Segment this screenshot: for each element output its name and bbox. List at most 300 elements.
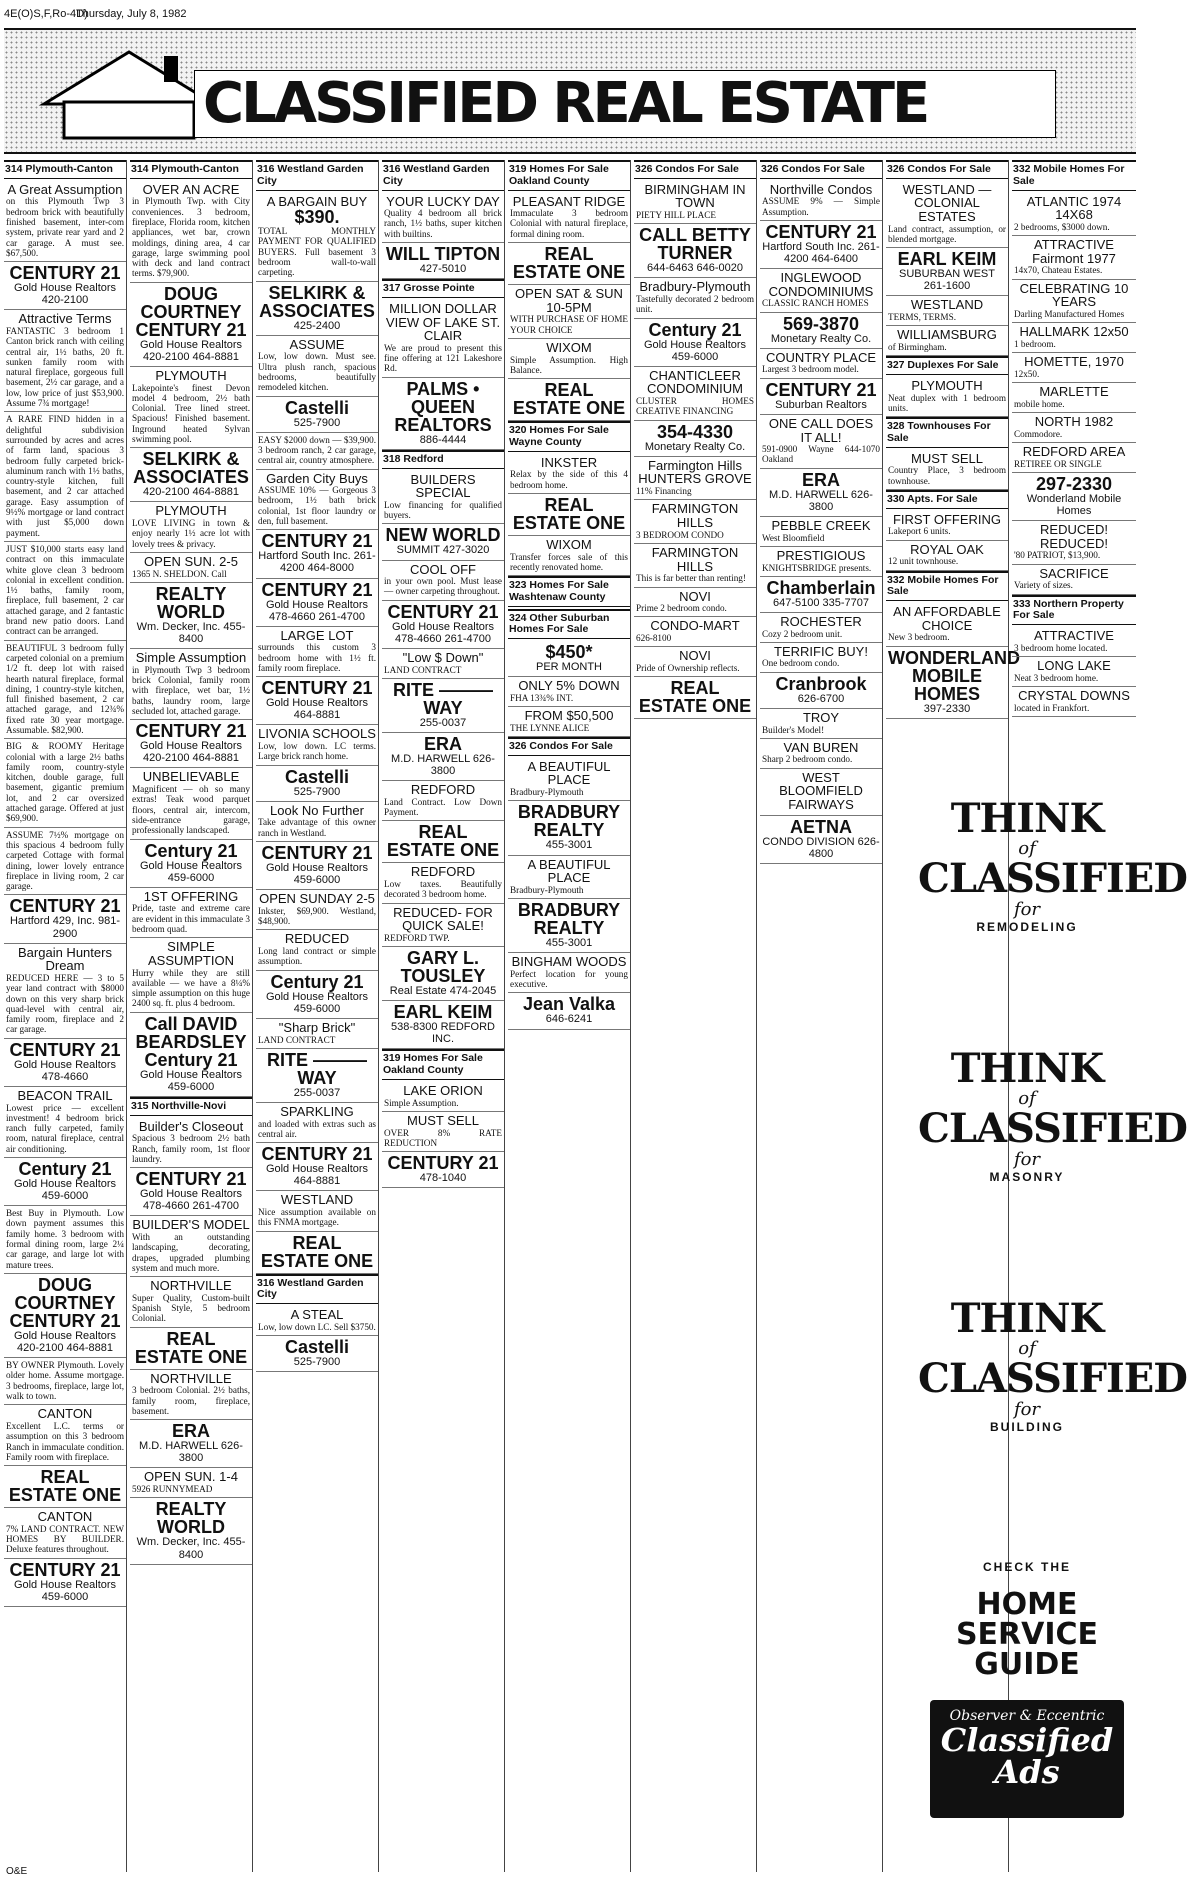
classified-ad: [508, 494, 630, 536]
classified-ad: [508, 801, 630, 855]
ad-body: JUST $10,000 starts easy land contract on this immaculate white glove clean 3 bedroom colonial in excellent condition. 1½ baths, family room, fireplace, full basement, 2 car attached garage, and 2 fantastic brand new patio doors. Land contract can be arranged.: [6, 543, 124, 637]
section-heading: 333 Northern Property For Sale: [1012, 595, 1136, 626]
ad-title: NORTHVILLE: [150, 1278, 232, 1294]
ad-advertiser: 569-3870: [782, 313, 860, 334]
ad-advertiser: CENTURY 21: [135, 1169, 247, 1190]
classified-ad: [382, 733, 504, 781]
ad-contact: 425-2400: [293, 319, 341, 332]
classified-ad: [634, 647, 756, 677]
classified-ad: [508, 856, 630, 900]
ad-title: PLYMOUTH: [155, 503, 227, 519]
classified-ad: [634, 224, 756, 278]
classified-ad: [760, 415, 882, 469]
ad-title: COUNTRY PLACE: [765, 349, 877, 365]
ad-title: VAN BUREN: [783, 739, 859, 755]
ad-advertiser: WONDERLAND MOBILE HOMES: [888, 647, 1020, 704]
classified-ad: [382, 1152, 504, 1188]
ad-advertiser: 297-2330: [1035, 473, 1113, 494]
ad-body: CLUSTER HOMES CREATIVE FINANCING: [636, 396, 754, 417]
classified-ad: [760, 769, 882, 816]
ad-contact: Gold House Realtors 459-6000: [139, 859, 243, 884]
ad-title: MUST SELL: [910, 450, 983, 466]
classified-ad: [256, 971, 378, 1019]
ad-body: Bradbury-Plymouth: [510, 884, 584, 895]
ad-body: Low, low down. LC terms. Large brick ranch home.: [258, 741, 376, 762]
dateline: Thursday, July 8, 1982: [76, 8, 187, 20]
ad-body: 3 bedroom Colonial. 2½ baths, family room, fireplace, basement.: [132, 1385, 250, 1416]
classified-column: [634, 160, 757, 1872]
ad-title: REDUCED! REDUCED!: [1040, 522, 1108, 551]
classified-ad: [4, 1039, 126, 1087]
ad-body: RETIREE OR SINGLE: [1014, 458, 1102, 469]
ad-body: Sharp 2 bedroom condo.: [762, 754, 853, 765]
ad-body: With an outstanding landscaping, decorating, drapes, upgraded plumbing system and much more.: [132, 1232, 250, 1273]
ad-title: CELEBRATING 10 YEARS: [1019, 280, 1129, 310]
ad-title: PLYMOUTH: [911, 378, 983, 394]
ad-contact: 647-5100 335-7707: [772, 596, 870, 609]
ad-contact: 525-7900: [293, 1355, 341, 1368]
page-folio: 4E(O)S,F,Ro-4D): [4, 8, 88, 20]
ad-body: Quality 4 bedroom all brick ranch, 1½ baths, super kitchen with builtins.: [384, 208, 502, 239]
classified-ad: [1012, 280, 1136, 324]
ad-advertiser: REALTY WORLD: [155, 1499, 227, 1538]
classified-ad: [4, 1206, 126, 1274]
ad-title: REDFORD: [410, 782, 476, 798]
ad-contact: Gold House Realtors 420-2100: [13, 282, 117, 307]
classified-column: [382, 160, 505, 1872]
ad-title: SPARKLING: [280, 1103, 354, 1119]
classified-ad: [256, 530, 378, 578]
ad-advertiser: DOUG COURTNEY CENTURY 21: [9, 1274, 121, 1331]
ad-title: INKSTER: [540, 454, 598, 470]
ad-body: Perfect location for young executive.: [510, 968, 628, 990]
ad-body: BY OWNER Plymouth. Lovely older home. Assume mortgage. 3 bedrooms, fireplace, large lot, walk to town.: [6, 1360, 124, 1402]
ad-body: in your own pool. Must lease — owner carpeting throughout.: [384, 576, 502, 597]
ad-title: WEST BLOOMFIELD FAIRWAYS: [779, 769, 863, 813]
ad-contact: Hartford South Inc. 261-4200 464-8000: [258, 550, 376, 575]
column-heading: 319 Homes For Sale Oakland County: [508, 160, 630, 191]
ad-body: Variety of sizes.: [1014, 580, 1073, 591]
classified-ad: [256, 282, 378, 336]
ad-contact: Gold House Realtors 464-8881: [265, 1163, 369, 1188]
classified-ad: [508, 899, 630, 953]
ad-title: Farmington Hills HUNTERS GROVE: [638, 457, 752, 487]
ad-body: on this Plymouth Twp 3 bedroom brick with beautifully finished basement, inter-com system, private rear yard and 2 car garage. A must see. $67,500.: [6, 196, 124, 258]
ad-body: Prime 2 bedroom condo.: [636, 603, 727, 614]
ad-advertiser: REAL ESTATE ONE: [512, 380, 626, 419]
classified-ad: [256, 725, 378, 765]
classified-ad: [508, 536, 630, 576]
section-heading: 320 Homes For Sale Wayne County: [508, 421, 630, 452]
masthead-title: CLASSIFIED REAL ESTATE: [194, 70, 1056, 138]
ad-advertiser: BRADBURY REALTY: [517, 900, 621, 939]
classified-ad: [634, 319, 756, 367]
ad-title: NOVI: [679, 648, 711, 664]
classified-ad: [4, 641, 126, 740]
ad-advertiser: REAL ESTATE ONE: [638, 678, 752, 717]
ad-body: Tastefully decorated 2 bedroom unit.: [636, 294, 754, 315]
classified-ad: [130, 1168, 252, 1216]
ad-advertiser: Call DAVID BEARDSLEY Century 21: [135, 1013, 247, 1070]
ad-title: Simple Assumption: [135, 650, 247, 666]
ad-body: Low taxes. Beautifully decorated 3 bedroom home.: [384, 879, 502, 900]
ad-body: ASSUME 9% — Simple Assumption.: [762, 196, 880, 217]
ad-body: Lakeport 6 units.: [888, 526, 951, 537]
ad-contact: Wonderland Mobile Homes: [1026, 492, 1122, 518]
column-heading: 332 Mobile Homes For Sale: [1012, 160, 1136, 191]
classified-ad: [1012, 473, 1136, 521]
classified-ad: [130, 1498, 252, 1564]
classified-ad: [130, 1277, 252, 1328]
classified-ad: [1012, 353, 1136, 383]
column-heading: 314 Plymouth-Canton: [130, 160, 252, 179]
column-heading: 316 Westland Garden City: [382, 160, 504, 191]
of-label: of: [1018, 838, 1036, 859]
classified-ad: [634, 457, 756, 501]
classified-ad: [256, 930, 378, 970]
ad-body: Inkster, $69,900. Westland, $48,900.: [258, 905, 376, 927]
ad-advertiser: AETNA: [790, 816, 852, 837]
ad-title: A BARGAIN BUY: [266, 193, 368, 209]
for-label: for: [1013, 899, 1041, 920]
ad-contact: Gold House Realtors 464-8881: [265, 697, 369, 722]
ad-body: Best Buy in Plymouth. Low down payment assumes this family home. 3 bedroom with formal dining room, large 2¼ car garage, and large lot with mature trees.: [6, 1208, 124, 1270]
ad-contact: 420-2100 464-8881: [142, 486, 240, 499]
classified-ad: [256, 1049, 378, 1103]
classified-ad: [508, 285, 630, 339]
think-classified-ad: [918, 1295, 1187, 1434]
ad-body: in Plymouth Twp. with City conveniences. 3 bedroom, fireplace, Florida room, kitchen appliances, wet bar, crown moldings, dining area, 4 car garage, large swimming pool with deck and land contract terms. $79,900.: [132, 196, 250, 279]
ad-title: NORTHVILLE: [150, 1370, 232, 1386]
classified-ad: [130, 367, 252, 448]
ad-body: 2 bedrooms, $3000 down.: [1014, 221, 1110, 232]
classified-ad: [130, 502, 252, 553]
classified-ad: [634, 278, 756, 318]
classified-ad: [760, 673, 882, 709]
ad-body: Neat duplex with 1 bedroom units.: [888, 392, 1006, 414]
ad-title: Bargain Hunters Dream: [18, 944, 112, 974]
classified-ad: [4, 1087, 126, 1158]
ad-contact: Gold House Realtors 459-6000: [265, 862, 369, 887]
ad-body: LAND CONTRACT: [258, 1034, 336, 1045]
ad-contact: 455-3001: [545, 839, 593, 852]
classified-ad: [382, 904, 504, 948]
ad-body: LAND CONTRACT: [384, 664, 462, 675]
oe-label: Observer & Eccentric: [949, 1708, 1105, 1724]
ad-advertiser: REAL ESTATE ONE: [386, 822, 500, 861]
ad-title: MUST SELL: [406, 1112, 479, 1128]
ad-title: A BEAUTIFUL PLACE: [527, 856, 611, 886]
ad-advertiser: CENTURY 21: [261, 678, 373, 699]
ad-contact: 478-1040: [419, 1172, 467, 1185]
classified-column: [256, 160, 379, 1872]
classified-ad: [508, 454, 630, 494]
classified-ad: [1012, 657, 1136, 687]
ad-title: A STEAL: [290, 1307, 344, 1323]
ad-body: PIETY HILL PLACE: [636, 210, 716, 221]
classified-ad: [508, 243, 630, 285]
ad-body: 14x70, Chateau Estates.: [1014, 265, 1103, 276]
ad-title: BIRMINGHAM IN TOWN: [644, 181, 746, 211]
ad-advertiser: CENTURY 21: [261, 1144, 373, 1165]
ad-advertiser: Century 21: [18, 1159, 112, 1179]
ad-contact: Gold House Realtors 478-4660 261-4700: [391, 620, 495, 645]
classified-ad: [382, 781, 504, 821]
ad-title: MILLION DOLLAR VIEW OF LAKE ST. CLAIR: [385, 300, 501, 344]
ad-title: UNBELIEVABLE: [142, 769, 240, 785]
classified-ad: [130, 1013, 252, 1097]
ad-title: Builder's Closeout: [138, 1118, 244, 1134]
ad-body: Take advantage of this owner ranch in Westland.: [258, 817, 376, 838]
section-heading: 317 Grosse Pointe: [382, 279, 504, 298]
ad-body: We are proud to present this fine offering at 121 Lakeshore Rd.: [384, 342, 502, 374]
ad-title: FARMINGTON HILLS: [651, 501, 739, 531]
ad-contact: 455-3001: [545, 937, 593, 950]
ad-title: COOL OFF: [410, 561, 476, 577]
ad-title: WESTLAND: [280, 1192, 354, 1208]
classified-ad: [130, 840, 252, 888]
classified-ad: [4, 1559, 126, 1607]
classified-ad: [256, 193, 378, 282]
classified-ad: [4, 1405, 126, 1466]
ad-title: Look No Further: [270, 802, 364, 818]
ad-title: ROYAL OAK: [910, 541, 984, 557]
classified-ad: [886, 326, 1008, 356]
classified-ad: [4, 944, 126, 1039]
classified-ad: [256, 766, 378, 802]
classified-ad: [382, 378, 504, 450]
ad-title: WESTLAND: [910, 297, 984, 313]
ad-title: SIMPLE ASSUMPTION: [148, 939, 234, 968]
ad-advertiser: CENTURY 21: [765, 221, 877, 242]
column-heading: 326 Condos For Sale: [886, 160, 1008, 179]
ad-title: NOVI: [679, 588, 711, 604]
ad-title: ONE CALL DOES IT ALL!: [768, 415, 874, 445]
section-heading: 319 Homes For Sale Oakland County: [382, 1049, 504, 1080]
ad-title: CANTON: [37, 1406, 93, 1422]
ad-body: REDFORD TWP.: [384, 932, 450, 943]
ad-advertiser: Century 21: [144, 840, 238, 861]
ad-body: 1365 N. SHELDON. Call: [132, 568, 227, 579]
classified-ad: [1012, 413, 1136, 443]
ad-title: ROCHESTER: [780, 613, 862, 629]
section-heading: 315 Northville-Novi: [130, 1097, 252, 1116]
classified-ad: [130, 649, 252, 720]
ad-title: PEBBLE CREEK: [771, 517, 871, 533]
classified-ad: [382, 471, 504, 525]
ad-body: New 3 bedroom.: [888, 632, 950, 643]
classified-ad: [4, 1158, 126, 1206]
classified-ad: [382, 601, 504, 649]
classified-ad: [256, 433, 378, 470]
ad-advertiser: $450*: [545, 642, 593, 663]
section-heading: 328 Townhouses For Sale: [886, 417, 1008, 448]
ad-body: EASY $2000 down — $39,900. 3 bedroom ranch, 2 car garage, central air, country atmosphere.: [258, 434, 376, 466]
section-heading: 316 Westland Garden City: [256, 1274, 378, 1305]
ad-contact: SUMMIT 427-3020: [396, 544, 490, 557]
ad-advertiser: Cranbrook: [775, 673, 867, 694]
ad-advertiser: ERA: [801, 469, 840, 490]
section-heading: 330 Apts. For Sale: [886, 490, 1008, 509]
ad-body: OVER 8% RATE REDUCTION: [384, 1127, 502, 1148]
ad-title: SACRIFICE: [1039, 565, 1109, 581]
section-heading: 327 Duplexes For Sale: [886, 356, 1008, 375]
ad-body: THE LYNNE ALICE: [510, 722, 590, 733]
classified-ad: [886, 647, 1020, 719]
ad-title: MARLETTE: [1039, 384, 1109, 400]
ad-title: A BEAUTIFUL PLACE: [527, 758, 611, 788]
classified-ad: [256, 1336, 378, 1372]
classified-ad: [382, 193, 504, 244]
classified-label: CLASSIFIED: [918, 855, 1187, 902]
ad-contact: M.D. HARWELL 626-3800: [391, 752, 495, 778]
classified-column: [4, 160, 127, 1872]
ad-title: WIXOM: [546, 536, 592, 552]
ad-title: Bradbury-Plymouth: [639, 279, 751, 295]
ad-body: 11% Financing: [636, 486, 692, 497]
classified-ad: [382, 649, 504, 679]
ad-title: TERRIFIC BUY!: [774, 643, 868, 659]
classified-ad: [130, 553, 252, 583]
ad-body: 626-8100: [636, 633, 672, 644]
classified-ad: [760, 709, 882, 739]
classified-ad: [1012, 443, 1136, 473]
ad-body: Low, low down LC. Sell $3750.: [258, 1321, 376, 1332]
ad-title: ATTRACTIVE Fairmont 1977: [1032, 237, 1116, 266]
classified-ad: [4, 828, 126, 896]
ad-title: CANTON: [37, 1509, 93, 1525]
ad-body: Relax by the side of this 4 bedroom home.: [510, 469, 628, 490]
ad-body: Bradbury-Plymouth: [510, 787, 584, 798]
ad-body: Lakepointe's finest Devon model 4 bedroom, 2½ bath Colonial. Tree lined street. Spacious! Finished basement. Inground heated Sylvan swimming pool.: [132, 382, 250, 445]
ad-advertiser: RITE ——— WAY: [392, 679, 493, 718]
ad-title: REDUCED: [284, 931, 350, 947]
classified-ad: [130, 181, 252, 283]
ad-title: LIVONIA SCHOOLS: [258, 726, 376, 742]
section-heading: 318 Redford: [382, 450, 504, 469]
classified-ad: [130, 1328, 252, 1370]
ad-title: NORTH 1982: [1034, 414, 1114, 430]
ad-title: ATLANTIC 1974 14X68: [1026, 193, 1122, 223]
topic-label: REMODELING: [976, 920, 1078, 934]
ad-body: FANTASTIC 3 bedroom 1 Canton brick ranch with ceiling central air, 1½ baths, 20 ft. sunken family room with natural fireplace, gorgeous full basement, 2½ car garage, and a low, low price of just $53,900. Assume 7¾ mortgage!: [6, 326, 124, 409]
classified-ad: [1012, 193, 1136, 237]
ad-body: Largest 3 bedroom model.: [762, 364, 859, 375]
ad-contact: Gold House Realtors 459-6000: [13, 1578, 117, 1603]
ad-body: Super Quality, Custom-built Spanish Style, 5 bedroom Colonial.: [132, 1292, 250, 1324]
ad-advertiser: DOUG COURTNEY CENTURY 21: [135, 283, 247, 340]
classified-ad: [256, 890, 378, 930]
ad-title: A Great Assumption: [7, 181, 123, 197]
classified-ad: [382, 243, 504, 279]
classified-ad: [886, 377, 1008, 417]
ad-contact: Monetary Realty Co.: [770, 332, 872, 345]
classified-label: CLASSIFIED: [918, 1105, 1187, 1152]
ad-body: Hurry while they are still available — we have a 8¼% simple assumption on this huge 2400 sq. ft. plus 4 bedroom.: [132, 967, 250, 1009]
ad-body: Pride of Ownership reflects.: [636, 663, 740, 674]
ad-body: Low, low down. Must see. Ultra plush ranch, spacious bedrooms, beautifully remodeled kitchen.: [258, 351, 376, 393]
ad-advertiser: REAL ESTATE ONE: [512, 494, 626, 533]
classified-ad: [760, 469, 882, 517]
ad-body: This is far better than renting!: [636, 573, 746, 584]
ad-title: LONG LAKE: [1037, 658, 1111, 674]
classified-ad: [256, 802, 378, 842]
ad-contact: CONDO DIVISION 626-4800: [762, 835, 880, 860]
classified-ad: [634, 500, 756, 544]
ad-advertiser: BRADBURY REALTY: [517, 802, 621, 841]
classified-column: [760, 160, 883, 1872]
ad-advertiser: Castelli: [284, 397, 350, 418]
promo-panel: [918, 795, 1187, 1872]
ad-body: '80 PATRIOT, $13,900.: [1014, 550, 1101, 561]
classified-ad: [4, 262, 126, 310]
ad-title: YOUR LUCKY DAY: [386, 193, 500, 209]
ad-advertiser: CENTURY 21: [9, 1039, 121, 1060]
home-service-guide[interactable]: HOME SERVICE GUIDE: [955, 1587, 1099, 1682]
classified-ad: [1012, 521, 1136, 565]
ad-title: 1ST OFFERING: [143, 888, 239, 904]
ad-advertiser: NEW WORLD: [385, 525, 501, 546]
classified-ad: [130, 1216, 252, 1277]
classified-ad: [760, 313, 882, 349]
classified-ad: [382, 300, 504, 378]
classified-ad: [634, 588, 756, 618]
think-label: THINK: [950, 1045, 1104, 1092]
ad-contact: 525-7900: [293, 416, 341, 429]
ad-body: CLASSIC RANCH HOMES: [762, 298, 869, 309]
classified-ad: [4, 542, 126, 641]
ad-advertiser: CENTURY 21: [9, 896, 121, 917]
ad-advertiser: ERA: [171, 1421, 210, 1442]
ad-title: "Sharp Brick": [278, 1019, 356, 1035]
ad-title: REDFORD: [410, 864, 476, 880]
classified-ad: [256, 627, 378, 678]
classified-ad: [130, 1370, 252, 1421]
classified-ad: [634, 367, 756, 421]
classified-ad: [130, 1420, 252, 1468]
ad-advertiser: SELKIRK & ASSOCIATES: [133, 449, 249, 488]
ad-body: TERMS, TERMS.: [888, 312, 956, 323]
ad-body: and loaded with extras such as central air.: [258, 1118, 376, 1139]
classified-ad: [508, 707, 630, 737]
ad-title: CONDO-MART: [650, 618, 740, 634]
classified-ad: [4, 181, 126, 262]
ad-body: Land Contract. Low Down Payment.: [384, 796, 502, 818]
column-heading: 326 Condos For Sale: [760, 160, 882, 179]
classified-ad: [382, 679, 504, 733]
for-label: for: [1013, 1399, 1041, 1420]
classified-ads-logo: [930, 1700, 1124, 1818]
ad-advertiser: CENTURY 21: [765, 379, 877, 400]
ad-advertiser: Castelli: [284, 1336, 350, 1357]
ad-body: Low financing for qualified buyers.: [384, 499, 502, 521]
ad-contact: Gold House Realtors 478-4660 261-4700: [265, 598, 369, 623]
ad-body: FHA 13¾% INT.: [510, 692, 574, 703]
classified-column: [508, 160, 631, 1872]
ad-body: Nice assumption available on this FNMA mortgage.: [258, 1206, 376, 1228]
ad-contact: M.D. HARWELL 626-3800: [769, 488, 873, 513]
ad-contact: SUBURBAN WEST 261-1600: [899, 268, 995, 293]
ad-body: Commodore.: [1014, 428, 1063, 439]
ad-body: 12 unit townhouse.: [888, 556, 959, 567]
ad-title: WESTLAND — COLONIAL ESTATES: [902, 181, 992, 225]
classified-ad: [4, 739, 126, 827]
ad-body: West Bloomfield: [762, 532, 825, 543]
ad-body: Land contract, assumption, or blended mortgage.: [888, 223, 1006, 244]
classified-ad: [760, 739, 882, 769]
ad-contact: 525-7900: [293, 785, 341, 798]
classified-ad: [256, 1306, 378, 1336]
